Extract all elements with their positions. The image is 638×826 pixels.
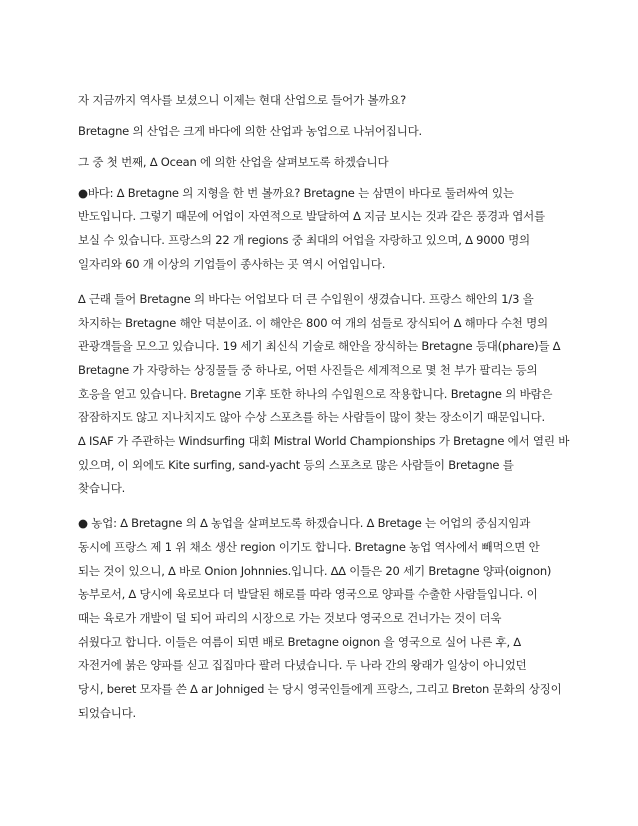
text-line: 차지하는 Bretagne 해안 덕분이죠. 이 해안은 800 여 개의 섬들로 장식되어 ∆ 해마다 수천 명의 — [78, 316, 548, 330]
text-line: 찾습니다. — [78, 481, 126, 495]
text-line: Bretagne 가 자랑하는 상징물들 중 하나로, 어떤 사진들은 세계적으로 몇 천 부가 팔리는 등의 — [78, 363, 538, 377]
text-line: 쉬웠다고 합니다. 이들은 여름이 되면 배로 Bretagne oignon 을 영국으로 실어 나른 후, ∆ — [78, 635, 521, 649]
text-line: 관광객들을 모으고 있습니다. 19 세기 최신식 기술로 해안을 장식하는 Bretagne 등대(phare)들 ∆ — [78, 339, 561, 353]
text-line: 자 지금까지 역사를 보셨으니 이제는 현대 산업으로 들어가 볼까요? — [78, 93, 407, 107]
text-line: 농부로서, ∆ 당시에 육로보다 더 발달된 해로를 따라 영국으로 양파를 수출한 사람들입니다. 이 — [78, 587, 538, 601]
text-line: 되는 것이 있으니, ∆ 바로 Onion Johnnies.입니다. ∆∆ 이들은 20 세기 Bretagne 양파(oignon) — [78, 564, 552, 578]
text-line: 있으며, 이 외에도 Kite surfing, sand-yacht 등의 스포츠로 많은 사람들이 Bretagne 를 — [78, 458, 514, 472]
text-line: 동시에 프랑스 제 1 위 채소 생산 region 이기도 합니다. Bretagne 농업 역사에서 빼먹으면 안 — [78, 540, 540, 554]
text-line: 그 중 첫 번째, ∆ Ocean 에 의한 산업을 살펴보도록 하겠습니다 — [78, 155, 389, 169]
text-line: 보실 수 있습니다. 프랑스의 22 개 regions 중 최대의 어업을 자랑하고 있으며, ∆ 9000 명의 — [78, 233, 530, 247]
text-line: ∆ 근래 들어 Bretagne 의 바다는 어업보다 더 큰 수입원이 생겼습니다. 프랑스 해안의 1/3 을 — [78, 292, 534, 306]
text-line: 잠잠하지도 않고 지나치지도 않아 수상 스포츠를 하는 사람들이 많이 찾는 장소이기 때문입니다. — [78, 410, 545, 424]
text-line: 반도입니다. 그렇기 때문에 어업이 자연적으로 발달하여 ∆ 지금 보시는 것과 같은 풍경과 엽서를 — [78, 209, 545, 223]
text-line: 자전거에 붉은 양파를 싣고 집집마다 팔러 다녔습니다. 두 나라 간의 왕래가 일상이 아니었던 — [78, 658, 527, 672]
text-line: ●바다: ∆ Bretagne 의 지형을 한 번 볼까요? Bretagne 는 삼면이 바다로 둘러싸여 있는 — [78, 186, 514, 200]
text-line: 되었습니다. — [78, 706, 136, 720]
text-line: Bretagne 의 산업은 크게 바다에 의한 산업과 농업으로 나뉘어집니다. — [78, 124, 422, 138]
text-line: ● 농업: ∆ Bretagne 의 ∆ 농업을 살펴보도록 하겠습니다. ∆ Bretage 는 어업의 중심지임과 — [78, 516, 531, 530]
text-line: 당시, beret 모자를 쓴 ∆ ar Johniged 는 당시 영국인들에게 프랑스, 그리고 Breton 문화의 상징이 — [78, 682, 562, 696]
text-line: ∆ ISAF 가 주관하는 Windsurfing 대회 Mistral World Championships 가 Bretagne 에서 열린 바 — [78, 434, 570, 448]
text-line: 일자리와 60 개 이상의 기업들이 종사하는 곳 역시 어업입니다. — [78, 257, 386, 271]
text-line: 때는 육로가 개발이 덜 되어 파리의 시장으로 가는 것보다 영국으로 건너가는 것이 더욱 — [78, 611, 502, 625]
text-line: 호응을 얻고 있습니다. Bretagne 기후 또한 하나의 수입원으로 작용합니다. Bretagne 의 바람은 — [78, 387, 553, 401]
